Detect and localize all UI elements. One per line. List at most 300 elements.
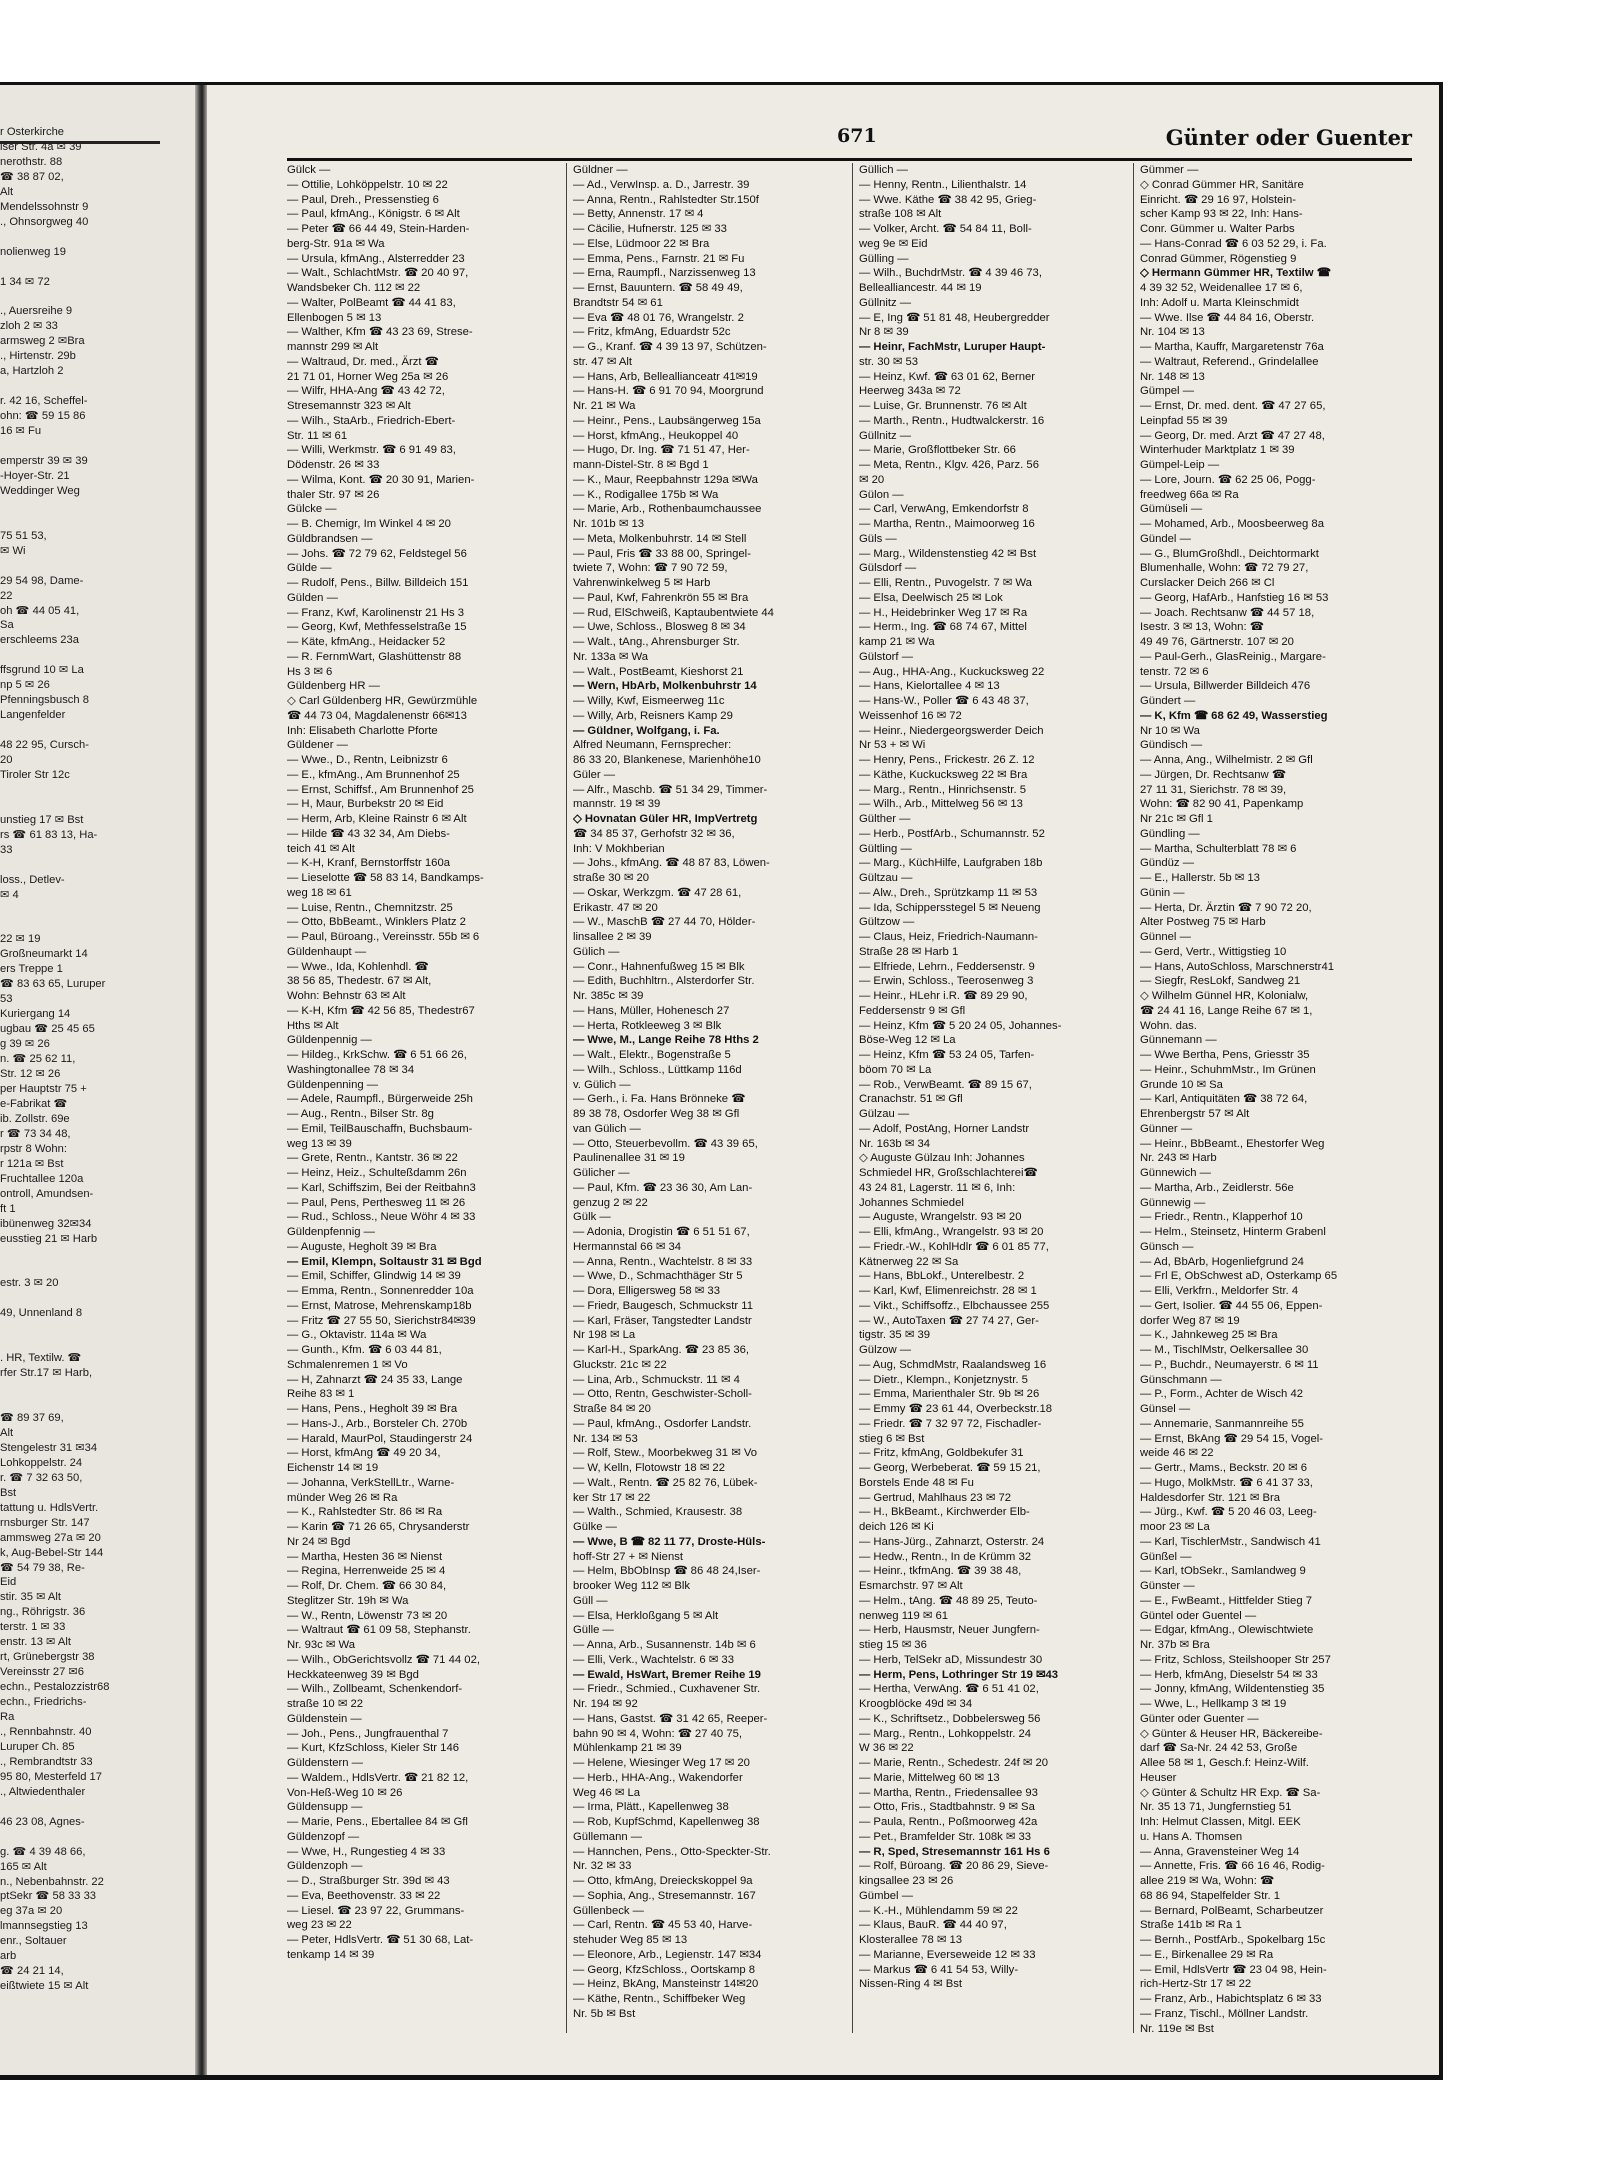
directory-entry: — Jürg., Kwf. ☎ 5 20 46 03, Leeg- xyxy=(1140,1506,1317,1519)
directory-entry: Stresemannstr 323 ✉ Alt xyxy=(287,400,411,412)
directory-entry: bahn 90 ✉ 4, Wohn: ☎ 27 40 75, xyxy=(573,1727,743,1740)
directory-entry: Nr 53 + ✉ Wi xyxy=(859,739,926,752)
directory-entry: moor 23 ✉ La xyxy=(1140,1521,1210,1533)
directory-entry: — Marg., KüchHilfe, Laufgraben 18b xyxy=(859,857,1043,870)
surname-heading: Gülon — xyxy=(859,488,904,501)
directory-entry: — Hedw., Rentn., In de Krümm 32 xyxy=(859,1550,1032,1563)
directory-entry: Schmalenremen 1 ✉ Vo xyxy=(287,1358,408,1371)
directory-entry: — K., Schriftsetz., Dobbelersweg 56 xyxy=(859,1712,1041,1725)
directory-entry: — Alfr., Maschb. ☎ 51 34 29, Timmer- xyxy=(573,783,768,796)
left-page-line: Alt xyxy=(0,1426,14,1439)
left-page-line: 1 34 ✉ 72 xyxy=(0,275,50,288)
directory-entry: — D., Straßburger Str. 39d ✉ 43 xyxy=(287,1875,450,1887)
directory-entry: Washingtonallee 78 ✉ 34 xyxy=(287,1063,415,1076)
left-page-line: Fruchtallee 120a xyxy=(0,1172,84,1185)
surname-heading: Güntel oder Guentel — xyxy=(1140,1609,1257,1622)
left-page-fragment xyxy=(0,85,195,2075)
left-page-line: ☎ 54 79 38, Re- xyxy=(0,1561,85,1574)
directory-entry: — Herm, Arb, Kleine Rainstr 6 ✉ Alt xyxy=(287,813,467,825)
directory-entry: — Hans-H. ☎ 6 91 70 94, Moorgrund xyxy=(573,385,764,398)
directory-entry: — Otto, Fris., Stadtbahnstr. 9 ✉ Sa xyxy=(859,1801,1035,1814)
directory-entry: — Wwe, M., Lange Reihe 78 Hths 2 xyxy=(573,1034,759,1047)
directory-entry: — Güldner, Wolfgang, i. Fa. xyxy=(573,724,720,737)
directory-entry: Nr 10 ✉ Wa xyxy=(1140,724,1200,737)
directory-entry: — Emil, TeilBauschaffn, Buchsbaum- xyxy=(287,1122,473,1135)
left-page-line: echn., Pestalozzistr68 xyxy=(0,1681,110,1694)
directory-entry: — Fritz, Schloss, Steilshooper Str 257 xyxy=(1140,1653,1331,1666)
left-page-line: Lohkoppelstr. 24 xyxy=(0,1456,83,1469)
left-page-line: nerothstr. 88 xyxy=(0,155,63,168)
left-page-line: Langenfelder xyxy=(0,709,66,722)
directory-entry: Isestr. 3 ✉ 13, Wohn: ☎ xyxy=(1140,621,1264,634)
directory-entry: — Otto, kfmAng, Dreieckskoppel 9a xyxy=(573,1875,753,1887)
left-page-line: 75 51 53, xyxy=(0,529,47,542)
directory-entry: — Karl, TischlerMstr., Sandwisch 41 xyxy=(1140,1535,1321,1548)
directory-entry: Winterhuder Marktplatz 1 ✉ 39 xyxy=(1140,444,1295,457)
directory-entry: — Hannchen, Pens., Otto-Speckter-Str. xyxy=(573,1845,771,1858)
directory-entry: stehuder Weg 85 ✉ 13 xyxy=(573,1934,688,1946)
left-page-line: Eid xyxy=(0,1576,17,1589)
surname-heading: Gülich — xyxy=(573,945,620,958)
directory-entry: — Karin ☎ 71 26 65, Chrysanderstr xyxy=(287,1521,470,1533)
directory-entry: — Johs. ☎ 72 79 62, Feldstegel 56 xyxy=(287,547,467,560)
directory-entry: — Friedr. ☎ 7 32 97 72, Fischadler- xyxy=(859,1417,1042,1430)
directory-entry: — Otto, BbBeamt., Winklers Platz 2 xyxy=(287,916,466,929)
directory-entry: Borstels Ende 48 ✉ Fu xyxy=(859,1476,974,1489)
directory-entry: — Ernst, Dr. med. dent. ☎ 47 27 65, xyxy=(1140,400,1326,412)
directory-entry: tenkamp 14 ✉ 39 xyxy=(287,1948,375,1961)
directory-entry: Conr. Gümmer u. Walter Parbs xyxy=(1140,223,1295,235)
surname-heading: Gülsdorf — xyxy=(859,562,917,575)
surname-heading: Gültzau — xyxy=(859,872,913,884)
left-page-line xyxy=(0,783,190,798)
left-page-line xyxy=(0,1291,190,1306)
surname-heading: Gündüz — xyxy=(1140,857,1195,870)
directory-entry: tenstr. 72 ✉ 6 xyxy=(1140,665,1209,678)
left-page-column xyxy=(0,125,190,1994)
left-page-line: n., Nebenbahnstr. 22 xyxy=(0,1875,104,1888)
directory-entry: ker Str 17 ✉ 22 xyxy=(573,1491,651,1504)
directory-entry: — R, Sped, Stresemannstr 161 Hs 6 xyxy=(859,1845,1050,1858)
directory-entry: — Ernst, Matrose, Mehrenskamp18b xyxy=(287,1299,472,1312)
directory-entry: — Jonny, kfmAng, Wildentenstieg 35 xyxy=(1140,1683,1325,1696)
directory-entry: Blumenhalle, Wohn: ☎ 72 79 27, xyxy=(1140,562,1309,575)
surname-heading: Güldenpennig — xyxy=(287,1034,372,1047)
directory-entry: — Gertrud, Mahlhaus 23 ✉ 72 xyxy=(859,1491,1012,1504)
left-page-line: lmannsegstieg 13 xyxy=(0,1920,88,1933)
page-number: 671 xyxy=(837,125,877,147)
surname-heading: Gülck — xyxy=(287,164,331,176)
left-page-line: ibünenweg 32✉34 xyxy=(0,1217,92,1230)
directory-entry: ◇ Auguste Gülzau Inh: Johannes xyxy=(859,1152,1025,1165)
directory-entry: — Annemarie, Sanmannreihe 55 xyxy=(1140,1417,1304,1430)
directory-entry: — Kurt, KfzSchloss, Kieler Str 146 xyxy=(287,1742,460,1755)
left-page-line: ft 1 xyxy=(0,1202,16,1215)
directory-entry: — Auguste, Hegholt 39 ✉ Bra xyxy=(287,1240,437,1253)
directory-entry: — Henny, Rentn., Lilienthalstr. 14 xyxy=(859,178,1027,191)
directory-entry: Nr 21c ✉ Gfl 1 xyxy=(1140,813,1213,825)
directory-entry: — Ernst, BkAng ☎ 29 54 15, Vogel- xyxy=(1140,1432,1323,1445)
directory-entry: — Willi, Werkmstr. ☎ 6 91 49 83, xyxy=(287,444,456,457)
surname-heading: Güldenberg HR — xyxy=(287,680,380,693)
directory-entry: — Wilfr, HHA-Ang ☎ 43 42 72, xyxy=(287,385,445,398)
directory-entry: — Karl-H., SparkAng. ☎ 23 85 36, xyxy=(573,1344,750,1356)
surname-heading: Güldner — xyxy=(573,164,628,176)
directory-entry: — W., MaschB ☎ 27 44 70, Hölder- xyxy=(573,916,756,929)
directory-entry: Alter Postweg 75 ✉ Harb xyxy=(1140,916,1266,929)
directory-entry: — Carl, Rentn. ☎ 45 53 40, Harve- xyxy=(573,1919,753,1932)
left-page-line: estr. 3 ✉ 20 xyxy=(0,1277,59,1290)
directory-entry: — Anna, Rentn., Wachtelstr. 8 ✉ 33 xyxy=(573,1255,753,1268)
directory-entry: — G., Oktavistr. 114a ✉ Wa xyxy=(287,1329,427,1342)
left-page-line: Großneumarkt 14 xyxy=(0,948,88,961)
directory-entry: weg 9e ✉ Eid xyxy=(859,237,928,250)
directory-entry: — Walt., Rentn. ☎ 25 82 76, Lübek- xyxy=(573,1476,758,1489)
directory-entry: Nr. 119e ✉ Bst xyxy=(1140,2022,1214,2035)
directory-entry: Schmiedel HR, Großschlachterei☎ xyxy=(859,1167,1038,1179)
directory-column-4 xyxy=(1140,163,1412,2043)
directory-entry: — Heinz, BkAng, Mansteinstr 14✉20 xyxy=(573,1978,759,1991)
directory-entry: — Irma, Plätt., Kapellenweg 38 xyxy=(573,1801,729,1814)
directory-entry: — Johanna, VerkStellLtr., Warne- xyxy=(287,1476,455,1489)
surname-heading: Güll — xyxy=(573,1594,608,1607)
surname-heading: Güldensupp — xyxy=(287,1801,363,1814)
directory-entry: Einricht. ☎ 29 16 97, Holstein- xyxy=(1140,193,1296,206)
surname-heading: Günin — xyxy=(1140,886,1185,899)
directory-entry: — Wern, HbArb, Molkenbuhrstr 14 xyxy=(573,680,757,693)
directory-entry: — Conr., Hahnenfußweg 15 ✉ Blk xyxy=(573,960,745,973)
left-page-line: iser Str. 4a ✉ 39 xyxy=(0,140,82,153)
directory-entry: nenweg 119 ✉ 61 xyxy=(859,1609,949,1622)
directory-entry: — Grete, Rentn., Kantstr. 36 ✉ 22 xyxy=(287,1152,458,1165)
surname-heading: Gündel — xyxy=(1140,532,1191,545)
directory-entry: Steglitzer Str. 19h ✉ Wa xyxy=(287,1594,409,1607)
directory-entry: hoff-Str 27 + ✉ Nienst xyxy=(573,1550,684,1563)
directory-entry: — Paul, Dreh., Pressenstieg 6 xyxy=(287,193,439,206)
directory-entry: Bellealliancestr. 44 ✉ 19 xyxy=(859,282,982,294)
surname-heading: Gülle — xyxy=(573,1624,614,1637)
directory-entry: — Hans, Pens., Hegholt 39 ✉ Bra xyxy=(287,1403,458,1415)
left-page-line: Weddinger Weg xyxy=(0,484,80,497)
directory-entry: — Wilh., Arb., Mittelweg 56 ✉ 13 xyxy=(859,798,1023,811)
directory-entry: — Wwe, L., Hellkamp 3 ✉ 19 xyxy=(1140,1698,1287,1710)
directory-entry: — Waldem., HdlsVertr. ☎ 21 82 12, xyxy=(287,1771,469,1784)
left-page-line: r. 42 16, Scheffel- xyxy=(0,395,88,408)
directory-entry: Mühlenkamp 21 ✉ 39 xyxy=(573,1742,682,1755)
directory-entry: — Herb, Hausmstr, Neuer Jungfern- xyxy=(859,1624,1040,1637)
directory-entry: — Anna, Ang., Wilhelmistr. 2 ✉ Gfl xyxy=(1140,754,1313,766)
directory-entry: — Waltraud, Dr. med., Ärzt ☎ xyxy=(287,355,439,368)
directory-entry: Nr. 93c ✉ Wa xyxy=(287,1639,356,1651)
directory-entry: — Oskar, Werkzgm. ☎ 47 28 61, xyxy=(573,886,742,899)
directory-entry: — Herta, Rotkleeweg 3 ✉ Blk xyxy=(573,1019,722,1032)
directory-entry: ☎ 34 85 37, Gerhofstr 32 ✉ 36, xyxy=(573,827,735,840)
directory-entry: Kroogblöcke 49d ✉ 34 xyxy=(859,1698,973,1710)
directory-entry: — Heinz, Heiz., Schulteßdamm 26n xyxy=(287,1167,467,1179)
directory-entry: — Ottilie, Lohköppelstr. 10 ✉ 22 xyxy=(287,178,448,191)
directory-entry: 21 71 01, Horner Weg 25a ✉ 26 xyxy=(287,370,449,383)
directory-entry: — Waltraut, Referend., Grindelallee xyxy=(1140,355,1319,368)
directory-entry: straße 10 ✉ 22 xyxy=(287,1698,364,1710)
surname-heading: Gültzow — xyxy=(859,916,915,929)
directory-entry: — Walt., PostBeamt, Kieshorst 21 xyxy=(573,665,744,678)
surname-heading: van Gülich — xyxy=(573,1122,641,1135)
left-page-line: armsweg 2 ✉Bra xyxy=(0,335,85,348)
left-page-line: ., Ohnsorgweg 40 xyxy=(0,215,89,228)
directory-entry: — Franz, Kwf, Karolinenstr 21 Hs 3 xyxy=(287,606,465,619)
directory-entry: deich 126 ✉ Ki xyxy=(859,1521,934,1533)
directory-entry: — Ernst, Bauuntern. ☎ 58 49 49, xyxy=(573,282,743,294)
directory-entry: — Frl E, ObSchwest aD, Osterkamp 65 xyxy=(1140,1270,1338,1283)
surname-heading: Günsel — xyxy=(1140,1403,1191,1415)
directory-entry: Brandtstr 54 ✉ 61 xyxy=(573,296,663,309)
directory-entry: — Emma, Rentn., Sonnenredder 10a xyxy=(287,1285,474,1297)
surname-heading: Gümmer — xyxy=(1140,164,1199,176)
directory-entry: ◇ Günter & Heuser HR, Bäckereibe- xyxy=(1140,1727,1323,1740)
directory-entry: Nr. 35 13 71, Jungfernstieg 51 xyxy=(1140,1801,1292,1814)
directory-entry: — Otto, Steuerbevollm. ☎ 43 39 65, xyxy=(573,1137,758,1150)
directory-entry: Cranachstr. 51 ✉ Gfl xyxy=(859,1093,963,1106)
left-page-line: ng., Röhrigstr. 36 xyxy=(0,1606,86,1619)
directory-entry: — Herm., Ing. ☎ 68 74 67, Mittel xyxy=(859,621,1027,634)
directory-entry: — Walth., Schmied, Krausestr. 38 xyxy=(573,1506,743,1519)
directory-entry: Nr. 101b ✉ 13 xyxy=(573,518,645,530)
directory-entry: twiete 7, Wohn: ☎ 7 90 72 59, xyxy=(573,562,728,575)
left-page-line xyxy=(0,1381,190,1396)
directory-entry: — P., Buchdr., Neumayerstr. 6 ✉ 11 xyxy=(1140,1358,1319,1371)
left-page-line: Vereinsstr 27 ✉6 xyxy=(0,1666,84,1679)
directory-entry: berg-Str. 91a ✉ Wa xyxy=(287,237,385,250)
left-page-line: Ra xyxy=(0,1711,15,1724)
directory-entry: — Adele, Raumpfl., Bürgerweide 25h xyxy=(287,1093,473,1106)
surname-heading: Gümüseli — xyxy=(1140,503,1203,516)
directory-entry: — W, Kelln, Flotowstr 18 ✉ 22 xyxy=(573,1462,725,1474)
directory-entry: — W., Rentn, Löwenstr 73 ✉ 20 xyxy=(287,1609,448,1622)
directory-entry: — Marg., Rentn., Hinrichsenstr. 5 xyxy=(859,783,1027,796)
directory-entry: Dödenstr. 26 ✉ 33 xyxy=(287,459,380,471)
directory-entry: — Elli, Verkfrn., Meldorfer Str. 4 xyxy=(1140,1285,1299,1297)
left-page-line xyxy=(0,1321,190,1336)
directory-entry: Nr. 133a ✉ Wa xyxy=(573,650,648,663)
directory-entry: ◇ Hermann Gümmer HR, Textilw ☎ xyxy=(1140,267,1331,280)
directory-entry: Esmarchstr. 97 ✉ Alt xyxy=(859,1580,963,1592)
directory-entry: — Gert, Isolier. ☎ 44 55 06, Eppen- xyxy=(1140,1299,1323,1312)
directory-entry: — Else, Lüdmoor 22 ✉ Bra xyxy=(573,237,710,250)
directory-entry: — H., Heidebrinker Weg 17 ✉ Ra xyxy=(859,606,1028,619)
directory-entry: Inh: V Mokhberian xyxy=(573,842,665,855)
directory-entry: — Wwe. Ilse ☎ 44 84 16, Oberstr. xyxy=(1140,311,1315,324)
directory-entry: Feddersenstr 9 ✉ Gfl xyxy=(859,1004,966,1017)
directory-entry: 86 33 20, Blankenese, Marienhöhe10 xyxy=(573,754,761,766)
left-page-line: ☎ 83 63 65, Luruper xyxy=(0,978,106,991)
surname-heading: Gülden — xyxy=(287,591,338,604)
directory-entry: — Ursula, Billwerder Billdeich 476 xyxy=(1140,680,1311,693)
directory-entry: — Regina, Herrenweide 25 ✉ 4 xyxy=(287,1565,446,1578)
directory-entry: Von-Heß-Weg 10 ✉ 26 xyxy=(287,1786,403,1799)
surname-heading: Gülzow — xyxy=(859,1344,912,1356)
left-page-line: 22 xyxy=(0,589,13,602)
surname-heading: Güllnitz — xyxy=(859,296,912,309)
directory-entry: thaler Str. 97 ✉ 26 xyxy=(287,488,380,501)
left-page-line: Mendelssohnstr 9 xyxy=(0,200,89,213)
left-page-line: 22 ✉ 19 xyxy=(0,933,41,946)
directory-entry: Nr. 385c ✉ 39 xyxy=(573,990,644,1002)
left-page-line xyxy=(0,514,190,529)
directory-entry: — Wilh., Schloss., Lüttkamp 116d xyxy=(573,1063,742,1076)
left-page-line: ☎ 38 87 02, xyxy=(0,170,64,183)
left-page-line: tattung u. HdlsVertr. xyxy=(0,1501,99,1514)
left-page-line: oh ☎ 44 05 41, xyxy=(0,604,80,617)
directory-entry: tigstr. 35 ✉ 39 xyxy=(859,1329,931,1342)
directory-entry: Hs 3 ✉ 6 xyxy=(287,665,333,678)
directory-entry: — Siegfr, ResLokf, Sandweg 21 xyxy=(1140,975,1301,988)
directory-entry: Inh: Helmut Classen, Mitgl. EEK xyxy=(1140,1816,1301,1828)
directory-entry: rich-Hertz-Str 17 ✉ 22 xyxy=(1140,1978,1252,1991)
surname-heading: Güldbrandsen — xyxy=(287,532,373,545)
book-gutter xyxy=(195,85,207,2075)
left-page-line: terstr. 1 ✉ 33 xyxy=(0,1621,66,1634)
directory-entry: — W., AutoTaxen ☎ 27 74 27, Ger- xyxy=(859,1314,1039,1327)
left-page-line: 48 22 95, Cursch- xyxy=(0,739,89,752)
left-page-line: 20 xyxy=(0,754,13,767)
directory-entry: — Marie, Rentn., Schedestr. 24f ✉ 20 xyxy=(859,1757,1049,1769)
directory-entry: — Marg., Rentn., Lohkoppelstr. 24 xyxy=(859,1727,1032,1740)
left-page-line: 29 54 98, Dame- xyxy=(0,574,84,587)
directory-entry: — Herta, Dr. Ärztin ☎ 7 90 72 20, xyxy=(1140,901,1312,914)
directory-entry: — Emil, Schiffer, Glindwig 14 ✉ 39 xyxy=(287,1270,461,1283)
surname-heading: Gülther — xyxy=(859,813,911,825)
directory-column-3 xyxy=(859,163,1131,2043)
directory-entry: — Heinr., HLehr i.R. ☎ 89 29 90, xyxy=(859,990,1028,1002)
directory-entry: — Wwe, B ☎ 82 11 77, Droste-Hüls- xyxy=(573,1535,766,1548)
left-page-line xyxy=(0,499,190,514)
left-page-line: ., Rembrandtstr 33 xyxy=(0,1755,93,1768)
directory-entry: — Ernst, Schiffsf., Am Brunnenhof 25 xyxy=(287,783,474,796)
directory-entry: — Herb., PostfArb., Schumannstr. 52 xyxy=(859,827,1045,840)
directory-entry: Nr. 243 ✉ Harb xyxy=(1140,1152,1217,1165)
directory-entry: — Hans, Müller, Hohenesch 27 xyxy=(573,1004,730,1017)
directory-entry: — Elsa, Deelwisch 25 ✉ Lok xyxy=(859,591,1003,604)
directory-entry: mannstr. 19 ✉ 39 xyxy=(573,798,661,811)
directory-entry: — Aug, SchmdMstr, Raalandsweg 16 xyxy=(859,1358,1047,1371)
left-page-line: enr., Soltauer xyxy=(0,1935,67,1948)
directory-entry: — Liesel. ☎ 23 97 22, Grummans- xyxy=(287,1904,465,1917)
directory-entry: — Willy, Kwf, Eismeerweg 11c xyxy=(573,695,725,707)
left-page-line: ☎ 89 37 69, xyxy=(0,1411,64,1424)
directory-entry: — G., Kranf. ☎ 4 39 13 97, Schützen- xyxy=(573,341,767,353)
directory-entry: — Ursula, kfmAng., Alsterredder 23 xyxy=(287,252,465,265)
directory-entry: — Heinz, Kwf. ☎ 63 01 62, Berner xyxy=(859,370,1036,383)
directory-entry: Eichenstr 14 ✉ 19 xyxy=(287,1462,379,1474)
directory-entry: — Wwe, D., Schmachthäger Str 5 xyxy=(573,1270,743,1283)
directory-entry: mann-Distel-Str. 8 ✉ Bgd 1 xyxy=(573,459,709,471)
directory-entry: — H, Zahnarzt ☎ 24 35 33, Lange xyxy=(287,1373,463,1386)
directory-entry: — Emma, Pens., Farnstr. 21 ✉ Fu xyxy=(573,252,745,265)
directory-entry: — Elsa, Herkloßgang 5 ✉ Alt xyxy=(573,1609,719,1622)
surname-heading: Günner — xyxy=(1140,1122,1193,1135)
directory-entry: — Helm., tAng. ☎ 48 89 25, Teuto- xyxy=(859,1594,1038,1607)
directory-entry: — Walt., tAng., Ahrensburger Str. xyxy=(573,636,740,648)
directory-entry: Grunde 10 ✉ Sa xyxy=(1140,1078,1223,1091)
directory-entry: Heerweg 343a ✉ 72 xyxy=(859,385,961,398)
left-page-line: r. ☎ 7 32 63 50, xyxy=(0,1471,83,1484)
directory-entry: — Wilh., Zollbeamt, Schenkendorf- xyxy=(287,1683,463,1696)
directory-entry: — Karl, Schiffszim, Bei der Reitbahn3 xyxy=(287,1181,476,1194)
directory-entry: — Aug., HHA-Ang., Kuckucksweg 22 xyxy=(859,665,1045,678)
directory-entry: — Otto, Rentn, Geschwister-Scholl- xyxy=(573,1388,752,1401)
directory-entry: Nr. 37b ✉ Bra xyxy=(1140,1639,1210,1651)
left-page-line: 46 23 08, Agnes- xyxy=(0,1815,85,1828)
left-page-line: ers Treppe 1 xyxy=(0,963,63,976)
directory-entry: Reihe 83 ✉ 1 xyxy=(287,1388,355,1401)
directory-entry: — Herm, Pens, Lothringer Str 19 ✉43 xyxy=(859,1668,1059,1681)
directory-entry: — Gunth., Kfm. ☎ 6 03 44 81, xyxy=(287,1344,442,1356)
directory-entry: weg 13 ✉ 39 xyxy=(287,1137,352,1150)
directory-entry: — Mohamed, Arb., Moosbeerweg 8a xyxy=(1140,518,1324,530)
directory-entry: — Volker, Archt. ☎ 54 84 11, Boll- xyxy=(859,223,1032,235)
directory-entry: — Fritz ☎ 27 55 50, Sierichstr84✉39 xyxy=(287,1314,476,1327)
surname-heading: Güldenpenning — xyxy=(287,1078,379,1091)
directory-entry: Inh: Elisabeth Charlotte Pforte xyxy=(287,724,438,737)
directory-entry: ☎ 24 41 16, Lange Reihe 67 ✉ 1, xyxy=(1140,1004,1313,1017)
directory-entry: Paulinenallee 31 ✉ 19 xyxy=(573,1152,685,1165)
directory-entry: Straße 141b ✉ Ra 1 xyxy=(1140,1919,1242,1932)
directory-entry: Allee 58 ✉ 1, Gesch.f: Heinz-Wilf. xyxy=(1140,1757,1309,1769)
directory-entry: — Eleonore, Arb., Legienstr. 147 ✉34 xyxy=(573,1948,762,1961)
directory-entry: — Peter ☎ 66 44 49, Stein-Harden- xyxy=(287,223,470,235)
directory-entry: — Martha, Rentn., Friedensallee 93 xyxy=(859,1786,1038,1799)
directory-entry: — Betty, Annenstr. 17 ✉ 4 xyxy=(573,208,704,221)
directory-entry: Wandsbeker Ch. 112 ✉ 22 xyxy=(287,282,421,294)
directory-entry: — K, Kfm ☎ 68 62 49, Wasserstieg xyxy=(1140,709,1328,722)
surname-heading: Gülk — xyxy=(573,1211,611,1224)
directory-entry: — Rud, ElSchweiß, Kaptaubentwiete 44 xyxy=(573,606,774,619)
running-head: Günter oder Guenter xyxy=(1165,125,1412,150)
directory-entry: — Wwe., Ida, Kohlenhdl. ☎ xyxy=(287,960,429,973)
left-page-line: rs ☎ 61 83 13, Ha- xyxy=(0,828,98,841)
left-page-line: ib. Zollstr. 69e xyxy=(0,1112,70,1125)
left-page-line: zloh 2 ✉ 33 xyxy=(0,320,58,333)
left-page-line: r ☎ 73 34 48, xyxy=(0,1127,71,1140)
directory-entry: — Bernard, PolBeamt, Scharbeutzer xyxy=(1140,1904,1324,1917)
directory-column-2 xyxy=(573,163,845,2043)
directory-entry: — Helm, BbObInsp ☎ 86 48 24,Iser- xyxy=(573,1565,761,1578)
directory-entry: — Ida, Schippersstegel 5 ✉ Neueng xyxy=(859,901,1041,914)
directory-entry: — Martha, Hesten 36 ✉ Nienst xyxy=(287,1550,443,1563)
surname-heading: Gündling — xyxy=(1140,827,1200,840)
directory-entry: Nr 24 ✉ Bgd xyxy=(287,1535,351,1548)
directory-entry: — M., TischlMstr, Oelkersallee 30 xyxy=(1140,1344,1309,1356)
left-page-line: . HR, Textilw. ☎ xyxy=(0,1352,82,1365)
surname-heading: Güldenpfennig — xyxy=(287,1226,375,1238)
directory-entry: — Edgar, kfmAng., Olewischtwiete xyxy=(1140,1624,1314,1637)
directory-entry: 38 56 85, Thedestr. 67 ✉ Alt, xyxy=(287,975,432,988)
directory-entry: — Sophia, Ang., Stresemannstr. 167 xyxy=(573,1889,756,1902)
directory-entry: weg 18 ✉ 61 xyxy=(287,886,352,899)
directory-entry: — Lore, Journ. ☎ 62 25 06, Pogg- xyxy=(1140,473,1316,486)
directory-entry: Nissen-Ring 4 ✉ Bst xyxy=(859,1978,963,1991)
left-page-line: ☎ 24 21 14, xyxy=(0,1965,64,1978)
directory-entry: — Wwe., D., Rentn, Leibnizstr 6 xyxy=(287,754,448,766)
directory-entry: — Friedr., Schmied., Cuxhavener Str. xyxy=(573,1683,761,1696)
directory-entry: — Herb., HHA-Ang., Wakendorfer xyxy=(573,1771,743,1784)
surname-heading: Gündert — xyxy=(1140,695,1196,707)
directory-entry: — Paul-Gerh., GlasReinig., Margare- xyxy=(1140,650,1326,663)
left-page-line: nolienweg 19 xyxy=(0,245,66,258)
directory-entry: ◇ Günter & Schultz HR Exp. ☎ Sa- xyxy=(1140,1786,1321,1799)
directory-entry: str. 30 ✉ 53 xyxy=(859,355,919,368)
left-page-line: n. ☎ 25 62 11, xyxy=(0,1053,76,1066)
